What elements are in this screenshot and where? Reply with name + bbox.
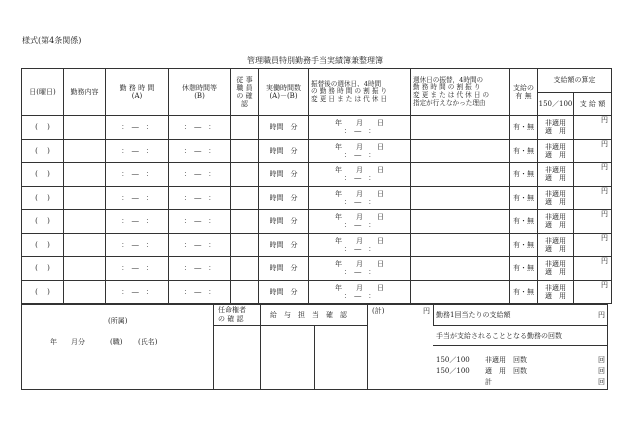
rate-applied: 適 用: [545, 174, 566, 183]
payment-cell[interactable]: 有・無: [510, 163, 538, 187]
table-row: [22, 186, 612, 210]
transfer-cell[interactable]: [309, 139, 411, 163]
divider: [314, 325, 315, 390]
table-row: [22, 210, 612, 234]
reason-cell[interactable]: [411, 257, 510, 281]
payment-cell[interactable]: 有・無: [510, 139, 538, 163]
transfer-date: 年 月 日: [335, 142, 384, 151]
divider: [367, 304, 368, 390]
rate-applied: 適 用: [545, 221, 566, 230]
amount-cell[interactable]: 円: [574, 210, 612, 234]
rate-cell[interactable]: [538, 257, 574, 281]
work-hours-cell[interactable]: ： ― ：: [106, 139, 169, 163]
nonapplied-unit: 回: [598, 356, 605, 364]
staff-confirm-cell[interactable]: [231, 116, 259, 140]
header-break: [169, 69, 231, 116]
applied-rate: 150／100: [436, 367, 470, 375]
table-row: [22, 257, 612, 281]
payment-cell[interactable]: 有・無: [510, 116, 538, 140]
transfer-time: ： ― ：: [343, 150, 376, 159]
nonapplied-label: 非適用 回数: [485, 356, 527, 364]
count-label: 手当が支給されることとなる勤務の回数: [436, 332, 562, 340]
sum-unit: 回: [598, 378, 605, 386]
transfer-time: ： ― ：: [343, 197, 376, 206]
transfer-date: 年 月 日: [335, 189, 384, 198]
actual-hours-cell[interactable]: 時間 分: [259, 139, 309, 163]
header-actual-l1: 実働時間数: [266, 83, 301, 92]
rate-nonapplied: 非適用: [545, 283, 566, 292]
header-staff-confirm: [231, 69, 259, 116]
header-staff-l1: 従 事: [236, 75, 253, 84]
header-staff-l2: 職 員: [236, 83, 253, 92]
table-row: [22, 280, 612, 304]
header-actual-hours: [259, 69, 309, 116]
header-reason-l1: 週休日の振替，4時間の: [413, 75, 484, 84]
actual-hours-cell[interactable]: 時間 分: [259, 257, 309, 281]
header-work-hours-l2: (A): [131, 92, 143, 100]
header-transfer-l3: 変 更 日 ま た は 代 休 日: [311, 94, 388, 103]
rate-cell[interactable]: [538, 210, 574, 234]
staff-confirm-cell[interactable]: [231, 163, 259, 187]
transfer-time: ： ― ：: [343, 244, 376, 253]
header-staff-l4: 認: [241, 100, 248, 109]
rate-applied: 適 用: [545, 197, 566, 206]
rate-cell[interactable]: [538, 233, 574, 257]
payment-cell[interactable]: 有・無: [510, 210, 538, 234]
rate-applied: 適 用: [545, 150, 566, 159]
actual-hours-cell[interactable]: 時間 分: [259, 280, 309, 304]
work-hours-cell[interactable]: ： ― ：: [106, 210, 169, 234]
rate-nonapplied: 非適用: [545, 119, 566, 128]
payroll-confirm-label: 給 与 担 当 確 認: [270, 311, 347, 319]
payment-cell[interactable]: 有・無: [510, 257, 538, 281]
date-cell[interactable]: ( ): [22, 139, 64, 163]
actual-hours-cell[interactable]: 時間 分: [259, 163, 309, 187]
break-cell[interactable]: ： ― ：: [169, 233, 231, 257]
header-calc-amount: 支 給 額: [574, 93, 612, 116]
staff-confirm-cell[interactable]: [231, 139, 259, 163]
total-label: (計): [372, 307, 385, 315]
total-yen: 円: [423, 307, 430, 315]
reason-cell[interactable]: [411, 116, 510, 140]
header-work-hours: [106, 69, 169, 116]
header-reason-l3: 変 更 ま た は 代 休 日 の: [413, 91, 490, 99]
work-hours-cell[interactable]: ： ― ：: [106, 257, 169, 281]
rate-nonapplied: 非適用: [545, 166, 566, 175]
work-content-cell[interactable]: [64, 257, 106, 281]
date-cell[interactable]: ( ): [22, 257, 64, 281]
table-row: [22, 116, 612, 140]
name-label: (氏名): [138, 338, 158, 346]
header-row: [22, 69, 612, 93]
table-row: [22, 139, 612, 163]
rate-applied: 適 用: [545, 268, 566, 277]
work-hours-cell[interactable]: ： ― ：: [106, 280, 169, 304]
work-content-cell[interactable]: [64, 233, 106, 257]
date-cell[interactable]: ( ): [22, 186, 64, 210]
header-break-l2: (B): [194, 92, 205, 100]
amount-cell[interactable]: 円: [574, 163, 612, 187]
reason-cell[interactable]: [411, 186, 510, 210]
header-transfer: [309, 69, 411, 116]
divider: [213, 325, 367, 326]
divider: [213, 304, 214, 390]
transfer-date: 年 月 日: [335, 166, 384, 175]
transfer-cell[interactable]: [309, 257, 411, 281]
transfer-cell[interactable]: [309, 233, 411, 257]
applied-unit: 回: [598, 367, 605, 375]
transfer-time: ： ― ：: [343, 174, 376, 183]
rate-cell[interactable]: [538, 280, 574, 304]
amount-cell[interactable]: 円: [574, 186, 612, 210]
divider: [260, 304, 261, 390]
header-break-l1: 休憩時間等: [182, 83, 217, 92]
amount-cell[interactable]: 円: [574, 233, 612, 257]
appointer-confirm-l1: 任命権者: [218, 306, 246, 314]
transfer-cell[interactable]: [309, 186, 411, 210]
page-title: 管理職員特別勤務手当実績簿兼整理簿: [247, 56, 383, 65]
break-cell[interactable]: ： ― ：: [169, 116, 231, 140]
header-transfer-l2: の 勤 務 時 間 の 割 振 り: [311, 87, 388, 96]
rate-nonapplied: 非適用: [545, 189, 566, 198]
break-cell[interactable]: ： ― ：: [169, 163, 231, 187]
rate-nonapplied: 非適用: [545, 260, 566, 269]
position-label: (職): [110, 338, 123, 346]
work-content-cell[interactable]: [64, 139, 106, 163]
unit-amount-yen: 円: [598, 311, 605, 319]
header-work-content: 勤務内容: [64, 69, 106, 116]
date-cell[interactable]: ( ): [22, 233, 64, 257]
transfer-date: 年 月 日: [335, 213, 384, 222]
transfer-cell[interactable]: [309, 163, 411, 187]
rate-applied: 適 用: [545, 291, 566, 300]
transfer-cell[interactable]: [309, 116, 411, 140]
unit-amount-label: 勤務1回当たりの支給額: [436, 311, 511, 319]
work-content-cell[interactable]: [64, 163, 106, 187]
form-label: 様式(第4条関係): [22, 36, 82, 45]
transfer-time: ： ― ：: [343, 291, 376, 300]
reason-cell[interactable]: [411, 210, 510, 234]
date-cell[interactable]: ( ): [22, 210, 64, 234]
header-staff-l3: の 確: [236, 92, 253, 100]
payment-cell[interactable]: 有・無: [510, 280, 538, 304]
sum-label: 計: [485, 378, 492, 386]
header-transfer-l1: 振替後の週休日、4時間: [311, 79, 382, 88]
header-calc: 支給額の算定: [538, 69, 612, 93]
work-content-cell[interactable]: [64, 116, 106, 140]
date-cell[interactable]: ( ): [22, 163, 64, 187]
work-content-cell[interactable]: [64, 280, 106, 304]
date-cell[interactable]: ( ): [22, 116, 64, 140]
transfer-date: 年 月 日: [335, 236, 384, 245]
staff-confirm-cell[interactable]: [231, 257, 259, 281]
amount-cell[interactable]: 円: [574, 116, 612, 140]
transfer-time: ： ― ：: [343, 127, 376, 136]
divider: [433, 345, 608, 346]
break-cell[interactable]: ： ― ：: [169, 210, 231, 234]
rate-cell[interactable]: [538, 116, 574, 140]
header-reason-l4: 指定が行えなかった理由: [413, 98, 486, 107]
header-payment-l2: 有 無: [515, 92, 532, 100]
reason-cell[interactable]: [411, 280, 510, 304]
transfer-cell[interactable]: [309, 210, 411, 234]
reason-cell[interactable]: [411, 233, 510, 257]
header-reason-l2: 勤 務 時 間 の 割 振 り: [413, 83, 481, 92]
amount-cell[interactable]: 円: [574, 280, 612, 304]
amount-cell[interactable]: 円: [574, 139, 612, 163]
break-cell[interactable]: ： ― ：: [169, 280, 231, 304]
actual-hours-cell[interactable]: 時間 分: [259, 210, 309, 234]
header-date: 日(曜日): [22, 69, 64, 116]
header-payment-l1: 支給の: [513, 83, 534, 92]
divider: [433, 304, 434, 325]
header-actual-l2: (A)－(B): [269, 92, 298, 100]
work-hours-cell[interactable]: ： ― ：: [106, 116, 169, 140]
reason-cell[interactable]: [411, 163, 510, 187]
actual-hours-cell[interactable]: 時間 分: [259, 116, 309, 140]
rate-applied: 適 用: [545, 244, 566, 253]
transfer-time: ： ― ：: [343, 268, 376, 277]
affiliation-label: (所属): [108, 317, 128, 325]
transfer-cell[interactable]: [309, 280, 411, 304]
reason-cell[interactable]: [411, 139, 510, 163]
break-cell[interactable]: ： ― ：: [169, 257, 231, 281]
break-cell[interactable]: ： ― ：: [169, 139, 231, 163]
divider: [433, 325, 608, 326]
actual-hours-cell[interactable]: 時間 分: [259, 186, 309, 210]
work-content-cell[interactable]: [64, 186, 106, 210]
record-table: [21, 68, 612, 304]
payment-cell[interactable]: 有・無: [510, 186, 538, 210]
header-payment: [510, 69, 538, 116]
staff-confirm-cell[interactable]: [231, 210, 259, 234]
header-calc-rate: 150／100: [538, 93, 574, 116]
table-row: [22, 233, 612, 257]
rate-applied: 適 用: [545, 127, 566, 136]
transfer-date: 年 月 日: [335, 119, 384, 128]
staff-confirm-cell[interactable]: [231, 280, 259, 304]
appointer-confirm-l2: の 確 認: [218, 315, 244, 323]
header-work-hours-l1: 勤 務 時 間: [119, 83, 155, 92]
staff-confirm-cell[interactable]: [231, 233, 259, 257]
rate-nonapplied: 非適用: [545, 142, 566, 151]
header-reason: [411, 69, 510, 116]
transfer-date: 年 月 日: [335, 283, 384, 292]
amount-cell[interactable]: 円: [574, 257, 612, 281]
month-label: 年 月分: [50, 338, 85, 346]
rate-nonapplied: 非適用: [545, 236, 566, 245]
transfer-date: 年 月 日: [335, 260, 384, 269]
actual-hours-cell[interactable]: 時間 分: [259, 233, 309, 257]
staff-confirm-cell[interactable]: [231, 186, 259, 210]
work-hours-cell[interactable]: ： ― ：: [106, 233, 169, 257]
rate-cell[interactable]: [538, 186, 574, 210]
work-hours-cell[interactable]: ： ― ：: [106, 186, 169, 210]
work-hours-cell[interactable]: ： ― ：: [106, 163, 169, 187]
table-row: [22, 163, 612, 187]
date-cell[interactable]: ( ): [22, 280, 64, 304]
applied-label: 適 用 回数: [485, 367, 527, 375]
break-cell[interactable]: ： ― ：: [169, 186, 231, 210]
rate-cell[interactable]: [538, 139, 574, 163]
payment-cell[interactable]: 有・無: [510, 233, 538, 257]
rate-nonapplied: 非適用: [545, 213, 566, 222]
transfer-time: ： ― ：: [343, 221, 376, 230]
nonapplied-rate: 150／100: [436, 356, 470, 364]
work-content-cell[interactable]: [64, 210, 106, 234]
rate-cell[interactable]: [538, 163, 574, 187]
